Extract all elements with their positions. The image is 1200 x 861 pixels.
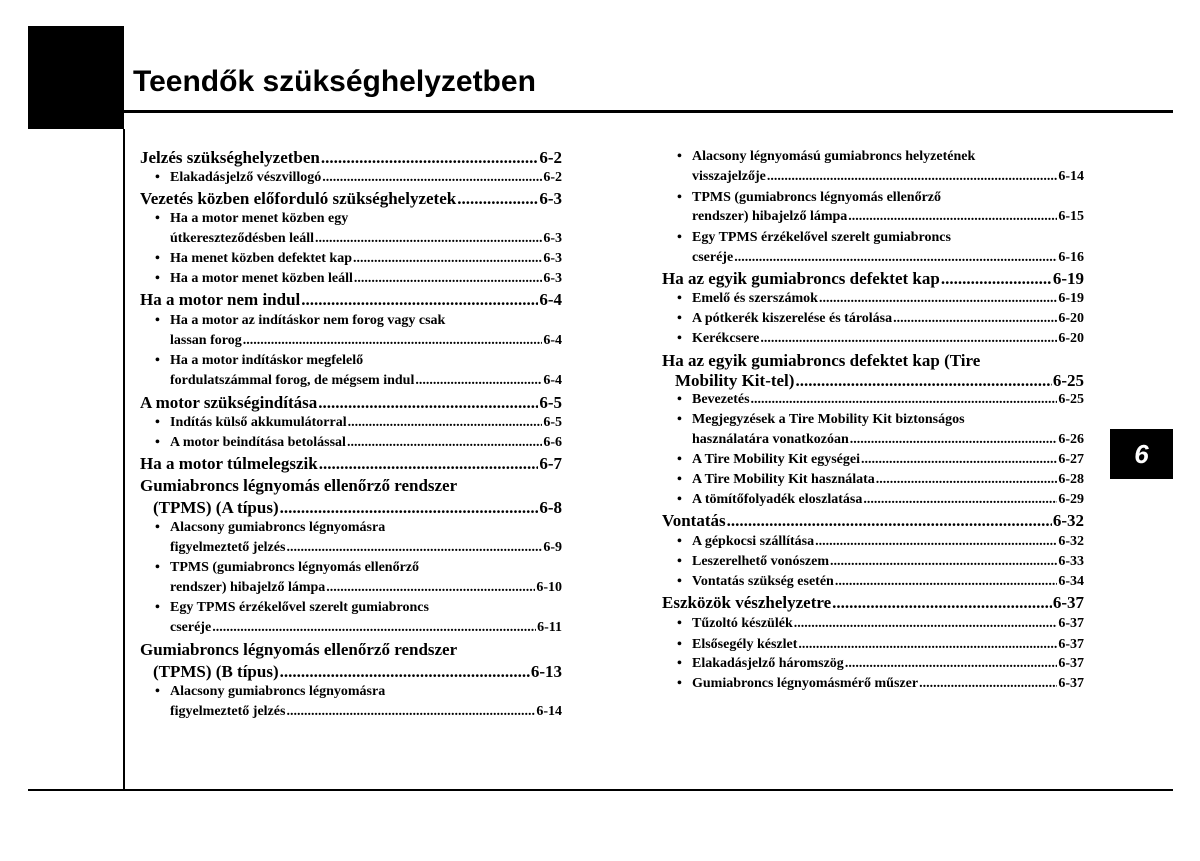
toc-section-entry <box>662 511 1084 531</box>
toc-entry-title: cseréje <box>692 250 734 265</box>
toc-entry-title: Ha a motor az indításkor nem forog vagy csak <box>170 313 446 328</box>
toc-page-number: 6-3 <box>543 251 562 266</box>
bullet-icon: • <box>677 331 682 346</box>
toc-subentry <box>170 210 348 228</box>
toc-subentry <box>170 579 562 597</box>
toc-page-number: 6-32 <box>1058 534 1084 549</box>
toc-subentry <box>692 615 1084 633</box>
toc-entry-title: Ha a motor menet közben leáll <box>170 271 353 286</box>
bullet-icon: • <box>677 574 682 589</box>
toc-entry-title: Emelő és szerszámok <box>692 291 818 306</box>
dot-leader <box>861 451 1057 469</box>
bullet-icon: • <box>677 311 682 326</box>
toc-subentry <box>692 249 1084 267</box>
toc-entry-title: Egy TPMS érzékelővel szerelt gumiabroncs <box>170 600 429 615</box>
toc-entry-title: A motor szükségindítása <box>140 393 318 412</box>
toc-entry-title: Vezetés közben előforduló szükséghelyzetek <box>140 189 457 208</box>
bullet-icon: • <box>677 149 682 164</box>
toc-section-entry <box>140 454 562 474</box>
toc-subentry <box>692 330 1084 348</box>
toc-page-number: 6-2 <box>539 148 562 167</box>
toc-subentry <box>692 431 1084 449</box>
toc-subentry <box>170 169 562 187</box>
toc-entry-title: Alacsony gumiabroncs légnyomásra <box>170 520 386 535</box>
dot-leader <box>815 533 1057 551</box>
toc-subentry <box>170 434 562 452</box>
chapter-number: 6 <box>1134 438 1149 469</box>
toc-entry-title: Megjegyzések a Tire Mobility Kit biztonságos <box>692 412 965 427</box>
toc-subentry <box>692 208 1084 226</box>
toc-entry-title: Elakadásjelző vészvillogó <box>170 170 322 185</box>
toc-entry-title: Elakadásjelző háromszög <box>692 656 844 671</box>
toc-section-entry <box>662 351 980 371</box>
dot-leader <box>280 662 530 682</box>
dot-leader <box>354 270 542 288</box>
bullet-icon: • <box>155 353 160 368</box>
toc-subentry <box>692 310 1084 328</box>
dot-leader <box>457 189 538 209</box>
toc-page-number: 6-16 <box>1058 250 1084 265</box>
title-rule <box>124 110 1173 113</box>
toc-page-number: 6-37 <box>1058 656 1084 671</box>
toc-entry-title: Alacsony gumiabroncs légnyomásra <box>170 684 386 699</box>
toc-subentry <box>170 332 562 350</box>
dot-leader <box>798 636 1057 654</box>
toc-page-number: 6-14 <box>1058 169 1084 184</box>
bullet-icon: • <box>155 251 160 266</box>
toc-subentry <box>170 312 445 330</box>
toc-page-number: 6-37 <box>1058 676 1084 691</box>
toc-entry-title: (TPMS) (B típus) <box>153 662 279 681</box>
toc-entry-title: TPMS (gumiabroncs légnyomás ellenőrző <box>692 190 942 205</box>
toc-page-number: 6-20 <box>1058 331 1084 346</box>
toc-subentry <box>170 352 363 370</box>
bullet-icon: • <box>677 412 682 427</box>
toc-entry-title: Ha az egyik gumiabroncs defektet kap (Tire <box>662 351 981 370</box>
toc-page-number: 6-28 <box>1058 472 1084 487</box>
toc-subentry <box>692 290 1084 308</box>
toc-page-number: 6-10 <box>536 580 562 595</box>
toc-subentry <box>170 270 562 288</box>
page-title: Teendők szükséghelyzetben <box>133 65 536 98</box>
bullet-icon: • <box>155 271 160 286</box>
toc-subentry <box>692 148 975 166</box>
dot-leader <box>243 332 543 350</box>
toc-entry-title: A tömítőfolyadék eloszlatása <box>692 492 863 507</box>
toc-page-number: 6-19 <box>1052 269 1084 288</box>
toc-entry-title: figyelmeztető jelzés <box>170 540 286 555</box>
toc-section-entry <box>140 476 457 496</box>
dot-leader <box>819 290 1057 308</box>
toc-page-number: 6-34 <box>1058 574 1084 589</box>
dot-leader <box>794 615 1058 633</box>
toc-page-number: 6-4 <box>539 290 562 309</box>
dot-leader <box>280 498 539 518</box>
toc-page-number: 6-13 <box>530 662 562 681</box>
toc-page-number: 6-3 <box>539 189 562 208</box>
dot-leader <box>301 290 538 310</box>
toc-subentry <box>692 675 1084 693</box>
bullet-icon: • <box>155 560 160 575</box>
dot-leader <box>845 655 1058 673</box>
toc-entry-title: Mobility Kit-tel) <box>675 371 795 390</box>
dot-leader <box>734 249 1057 267</box>
bullet-icon: • <box>155 684 160 699</box>
toc-entry-title: fordulatszámmal forog, de mégsem indul <box>170 373 415 388</box>
dot-leader <box>863 491 1057 509</box>
dot-leader <box>347 434 542 452</box>
dot-leader <box>835 573 1058 591</box>
toc-subentry <box>692 636 1084 654</box>
bullet-icon: • <box>677 492 682 507</box>
toc-page-number: 6-19 <box>1058 291 1084 306</box>
toc-section-entry <box>140 393 562 413</box>
bullet-icon: • <box>155 600 160 615</box>
dot-leader <box>727 511 1052 531</box>
chapter-tab <box>1110 429 1173 479</box>
toc-section-entry <box>140 290 562 310</box>
toc-entry-title: Ha menet közben defektet kap <box>170 251 352 266</box>
toc-entry-title: használatára vonatkozóan <box>692 432 849 447</box>
bullet-icon: • <box>677 230 682 245</box>
bullet-icon: • <box>677 534 682 549</box>
toc-page-number: 6-7 <box>539 454 562 473</box>
toc-subentry <box>692 491 1084 509</box>
dot-leader <box>848 208 1057 226</box>
toc-entry-title: A Tire Mobility Kit használata <box>692 472 875 487</box>
toc-page-number: 6-29 <box>1058 492 1084 507</box>
bullet-icon: • <box>155 170 160 185</box>
dot-leader <box>318 393 538 413</box>
toc-page-number: 6-4 <box>543 333 562 348</box>
toc-page-number: 6-27 <box>1058 452 1084 467</box>
toc-page-number: 6-37 <box>1058 637 1084 652</box>
toc-page-number: 6-3 <box>543 271 562 286</box>
dot-leader <box>850 431 1058 449</box>
dot-leader <box>321 148 538 168</box>
toc-entry-title: Vontatás <box>662 511 726 530</box>
dot-leader <box>286 703 535 721</box>
toc-entry-title: Kerékcsere <box>692 331 760 346</box>
bullet-icon: • <box>677 452 682 467</box>
toc-page-number: 6-5 <box>539 393 562 412</box>
dot-leader <box>876 471 1058 489</box>
corner-block <box>28 26 124 129</box>
toc-entry-title: Vontatás szükség esetén <box>692 574 834 589</box>
toc-section-entry <box>662 269 1084 289</box>
bullet-icon: • <box>677 472 682 487</box>
bullet-icon: • <box>677 190 682 205</box>
dot-leader <box>941 269 1052 289</box>
toc-subentry <box>170 559 419 577</box>
toc-subentry <box>170 703 562 721</box>
toc-entry-title: Jelzés szükséghelyzetben <box>140 148 320 167</box>
toc-entry-title: A gépkocsi szállítása <box>692 534 815 549</box>
toc-entry-title: visszajelzője <box>692 169 766 184</box>
toc-subentry <box>692 168 1084 186</box>
toc-subentry <box>170 414 562 432</box>
toc-section-entry <box>675 371 1084 391</box>
toc-section-entry <box>662 593 1084 613</box>
dot-leader <box>315 230 542 248</box>
toc-entry-title: Bevezetés <box>692 392 750 407</box>
toc-subentry <box>170 599 429 617</box>
toc-page-number: 6-37 <box>1052 593 1084 612</box>
toc-section-entry <box>153 498 562 518</box>
toc-entry-title: Ha a motor menet közben egy <box>170 211 349 226</box>
toc-entry-title: Tűzoltó készülék <box>692 616 793 631</box>
dot-leader <box>795 371 1051 391</box>
toc-page-number: 6-15 <box>1058 209 1084 224</box>
toc-subentry <box>692 553 1084 571</box>
toc-entry-title: Gumiabroncs légnyomás ellenőrző rendszer <box>140 476 458 495</box>
toc-entry-title: A motor beindítása betolással <box>170 435 346 450</box>
bullet-icon: • <box>155 211 160 226</box>
bullet-icon: • <box>155 313 160 328</box>
bullet-icon: • <box>677 656 682 671</box>
toc-entry-title: Ha az egyik gumiabroncs defektet kap <box>662 269 940 288</box>
toc-subentry <box>692 451 1084 469</box>
toc-page-number: 6-20 <box>1058 311 1084 326</box>
toc-section-entry <box>153 662 562 682</box>
toc-page-number: 6-25 <box>1052 371 1084 390</box>
dot-leader <box>286 539 542 557</box>
bullet-icon: • <box>677 554 682 569</box>
toc-page-number: 6-6 <box>543 435 562 450</box>
toc-entry-title: lassan forog <box>170 333 242 348</box>
dot-leader <box>348 414 543 432</box>
toc-page-number: 6-32 <box>1052 511 1084 530</box>
toc-entry-title: rendszer) hibajelző lámpa <box>692 209 848 224</box>
dot-leader <box>353 250 542 268</box>
toc-subentry <box>692 229 951 247</box>
toc-page-number: 6-26 <box>1058 432 1084 447</box>
toc-entry-title: TPMS (gumiabroncs légnyomás ellenőrző <box>170 560 420 575</box>
dot-leader <box>767 168 1057 186</box>
toc-section-entry <box>140 148 562 168</box>
toc-subentry <box>692 655 1084 673</box>
toc-page-number: 6-4 <box>543 373 562 388</box>
toc-entry-title: Leszerelhető vonószem <box>692 554 829 569</box>
dot-leader <box>830 553 1057 571</box>
bullet-icon: • <box>677 637 682 652</box>
toc-subentry <box>170 539 562 557</box>
dot-leader <box>326 579 535 597</box>
toc-entry-title: Ha a motor nem indul <box>140 290 301 309</box>
toc-subentry <box>170 230 562 248</box>
toc-page-number: 6-5 <box>543 415 562 430</box>
toc-entry-title: Gumiabroncs légnyomásmérő műszer <box>692 676 919 691</box>
toc-subentry <box>170 619 562 637</box>
toc-entry-title: Gumiabroncs légnyomás ellenőrző rendszer <box>140 640 458 659</box>
dot-leader <box>760 330 1057 348</box>
toc-section-entry <box>140 189 562 209</box>
toc-entry-title: Elsősegély készlet <box>692 637 798 652</box>
bullet-icon: • <box>155 435 160 450</box>
dot-leader <box>319 454 539 474</box>
toc-page-number: 6-8 <box>539 498 562 517</box>
bullet-icon: • <box>677 291 682 306</box>
bullet-icon: • <box>155 415 160 430</box>
toc-entry-title: (TPMS) (A típus) <box>153 498 279 517</box>
left-margin-rule <box>123 129 125 790</box>
toc-entry-title: Alacsony légnyomású gumiabroncs helyzetének <box>692 149 976 164</box>
toc-page-number: 6-37 <box>1058 616 1084 631</box>
toc-entry-title: Indítás külső akkumulátorral <box>170 415 347 430</box>
toc-subentry <box>170 683 385 701</box>
bullet-icon: • <box>677 676 682 691</box>
toc-subentry <box>692 411 965 429</box>
toc-entry-title: útkereszteződésben leáll <box>170 231 314 246</box>
dot-leader <box>919 675 1057 693</box>
toc-entry-title: figyelmeztető jelzés <box>170 704 286 719</box>
dot-leader <box>212 619 536 637</box>
toc-page-number: 6-25 <box>1058 392 1084 407</box>
toc-page-number: 6-3 <box>543 231 562 246</box>
toc-entry-title: Ha a motor túlmelegszik <box>140 454 318 473</box>
dot-leader <box>893 310 1057 328</box>
toc-subentry <box>170 519 385 537</box>
toc-page-number: 6-11 <box>537 620 562 635</box>
toc-entry-title: Egy TPMS érzékelővel szerelt gumiabroncs <box>692 230 951 245</box>
toc-entry-title: rendszer) hibajelző lámpa <box>170 580 326 595</box>
toc-subentry <box>170 372 562 390</box>
toc-entry-title: A Tire Mobility Kit egységei <box>692 452 860 467</box>
dot-leader <box>832 593 1052 613</box>
toc-subentry <box>692 533 1084 551</box>
toc-subentry <box>692 391 1084 409</box>
bullet-icon: • <box>677 392 682 407</box>
toc-entry-title: Ha a motor indításkor megfelelő <box>170 353 364 368</box>
toc-entry-title: cseréje <box>170 620 212 635</box>
bottom-rule <box>28 789 1173 791</box>
bullet-icon: • <box>677 616 682 631</box>
toc-subentry <box>692 573 1084 591</box>
dot-leader <box>751 391 1058 409</box>
dot-leader <box>415 372 542 390</box>
toc-section-entry <box>140 640 457 660</box>
toc-entry-title: A pótkerék kiszerelése és tárolása <box>692 311 893 326</box>
bullet-icon: • <box>155 520 160 535</box>
toc-subentry <box>170 250 562 268</box>
toc-page-number: 6-9 <box>543 540 562 555</box>
toc-subentry <box>692 471 1084 489</box>
toc-page-number: 6-14 <box>536 704 562 719</box>
toc-page-number: 6-2 <box>543 170 562 185</box>
toc-entry-title: Eszközök vészhelyzetre <box>662 593 832 612</box>
toc-page-number: 6-33 <box>1058 554 1084 569</box>
dot-leader <box>322 169 542 187</box>
toc-subentry <box>692 189 941 207</box>
